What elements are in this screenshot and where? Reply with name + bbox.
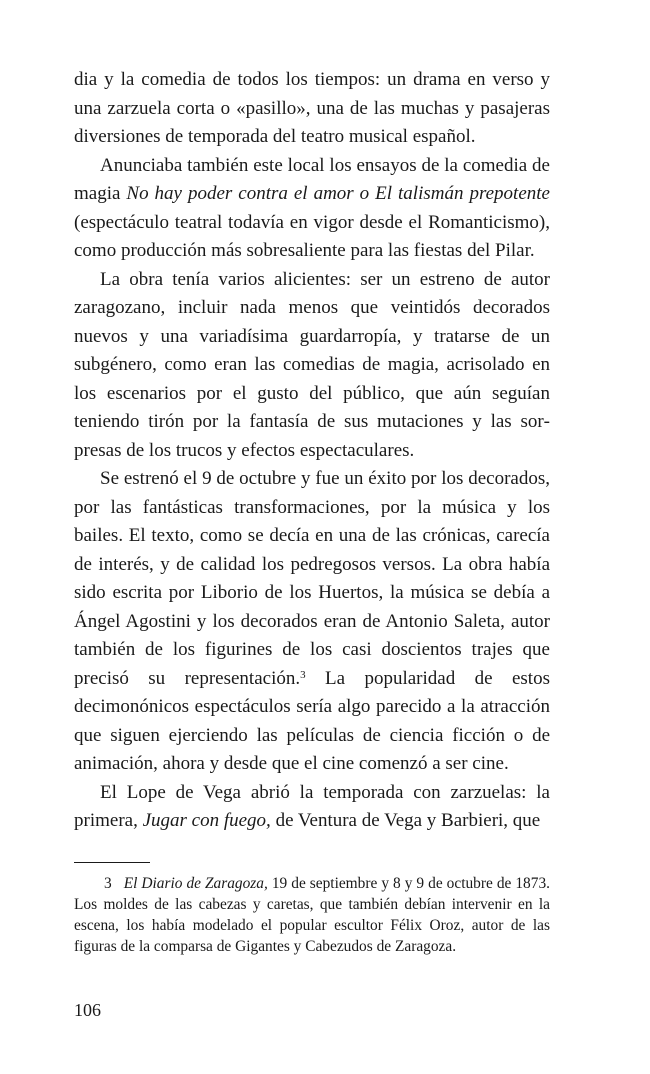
- paragraph-5: El Lope de Vega abrió la temporada con zarzuelas: la primera, Jugar con fuego, de Ventura de Vega y Barbieri, que: [74, 781, 550, 831]
- main-text: [74, 66, 550, 836]
- footnote-number: 3: [104, 875, 112, 892]
- page-number: 106: [74, 1000, 101, 1020]
- paragraph-4: Se estrenó el 9 de octubre y fue un éxito por los decorados, por las fantásticas transformaciones, por la música y los bailes. El texto, como se decía en una de las crónicas, carecía de interés, y de calidad los pedregosos versos. La obra había sido escrita por Liborio de los Huertos, la música se debía a Ángel Agostini y los decorados eran de Antonio Saleta, autor también de los figurines de los casi doscientos trajes que precisó su representación.$^3$ La popularidad de estos decimonónicos espectáculos sería algo parecido a la atracción que siguen ejerciendo las películas de ciencia ficción o de animación, ahora y desde que el cine comenzó a ser cine.: [74, 468, 550, 774]
- footnote-divider: [74, 862, 150, 863]
- work-title-comedia: No hay poder contra el amor o El talismán prepotente: [126, 183, 550, 204]
- paragraph-3: La obra tenía varios alicientes: ser un estreno de autor zaragozano, incluir nada menos que veintidós decorados nuevos y una variadísima guardarropía, y tratarse de un subgénero, como eran las comedias de magia, acrisolado en los escenarios por el gusto del público, que aún seguían teniendo tirón por la fantasía de sus mutaciones y las sorpresas de los trucos y efectos espectaculares.: [74, 268, 550, 461]
- paragraph-1: dia y la comedia de todos los tiempos: un drama en verso y una zarzuela corta o «pasillo», una de las muchas y pasajeras diversiones de temporada del teatro musical español.: [74, 69, 550, 147]
- footnote-source: El Diario de Zaragoza,: [123, 875, 268, 892]
- paragraph-2: Anunciaba también este local los ensayos de la comedia de magia No hay poder contra el amor o El talismán prepotente (espectáculo teatral todavía en vigor desde el Romanticismo), como producción más sobresaliente para las fiestas del Pilar.: [74, 154, 550, 261]
- footnote-text: 19 de septiembre y 8 y 9 de octubre de 1873. Los moldes de las cabezas y caretas, que también debían intervenir en la escena, los había modelado el popular escultor Félix Oroz, autor de las figuras de la comparsa de Gigantes y Cabezudos de Zaragoza.: [74, 875, 550, 955]
- footnote: [74, 873, 550, 957]
- work-title-zarzuela: Jugar con fuego,: [142, 810, 271, 831]
- footnote-reference: 3: [300, 668, 306, 681]
